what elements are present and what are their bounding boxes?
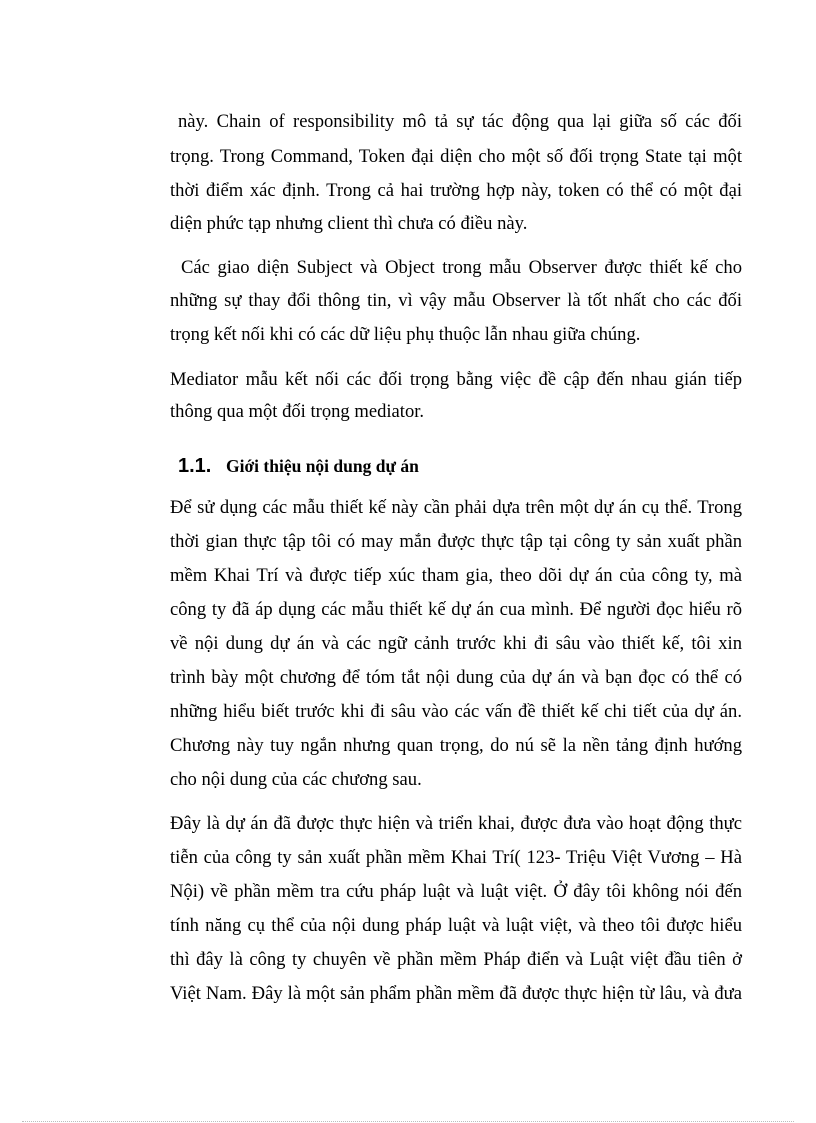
- text-line: tiễn của công ty sản xuất phần mềm Khai Trí( 123- Triệu Việt Vương – Hà: [170, 847, 742, 868]
- text-line: Các giao diện Subject và Object trong mẫu Observer được thiết kế cho: [181, 257, 742, 278]
- text-line: trọng kết nối khi có các dữ liệu phụ thuộc lẫn nhau giữa chúng.: [170, 324, 641, 345]
- text-line: này. Chain of responsibility mô tả sự tác động qua lại giữa số các đối: [178, 111, 742, 132]
- section-title: Giới thiệu nội dung dự án: [226, 456, 419, 476]
- text-line: những sự thay đổi thông tin, vì vậy mẫu Observer là tốt nhất cho các đối: [170, 290, 742, 311]
- text-line: Việt Nam. Đây là một sản phẩm phần mềm đã được thực hiện từ lâu, và đưa: [170, 983, 742, 1004]
- text-line: Để sử dụng các mẫu thiết kế này cần phải dựa trên một dự án cụ thể. Trong: [170, 497, 742, 518]
- section-heading: [178, 452, 419, 480]
- text-line: Nội) về phần mềm tra cứu pháp luật và luật việt. Ở đây tôi không nói đến: [170, 881, 742, 902]
- text-line: Đây là dự án đã được thực hiện và triển khai, được đưa vào hoạt động thực: [170, 813, 742, 834]
- text-line: thời điểm xác định. Trong cả hai trường hợp này, token có thể có một đại: [170, 180, 742, 201]
- page-bottom-divider: [22, 1121, 794, 1122]
- text-line: thời gian thực tập tôi có may mắn được thực tập tại công ty sản xuất phần: [170, 531, 742, 552]
- text-line: Mediator mẫu kết nối các đối trọng bằng việc đề cập đến nhau gián tiếp: [170, 369, 742, 390]
- text-line: diện phức tạp nhưng client thì chưa có điều này.: [170, 213, 528, 234]
- text-line: trọng. Trong Command, Token đại diện cho một số đối trọng State tại một: [170, 146, 742, 167]
- text-line: công ty đã áp dụng các mẫu thiết kế dự án cua mình. Để người đọc hiểu rõ: [170, 599, 742, 620]
- text-line: thông qua một đối trọng mediator.: [170, 401, 425, 422]
- text-line: tính năng cụ thể của nội dung pháp luật và luật việt, và theo tôi được hiểu: [170, 915, 742, 936]
- text-line: trình bày một chương để tóm tắt nội dung của dự án và bạn đọc có thể có: [170, 667, 742, 688]
- section-number: 1.1.: [178, 455, 212, 477]
- text-line: mềm Khai Trí và được tiếp xúc tham gia, theo dõi dự án của công ty, mà: [170, 565, 742, 586]
- text-line: những hiểu biết trước khi đi sâu vào các vấn đề thiết kế chi tiết của dự án.: [170, 701, 742, 722]
- text-line: Chương này tuy ngắn nhưng quan trọng, do nú sẽ la nền tảng định hướng: [170, 735, 742, 756]
- text-line: cho nội dung của các chương sau.: [170, 769, 422, 790]
- text-line: về nội dung dự án và các ngữ cảnh trước khi đi sâu vào thiết kế, tôi xin: [170, 633, 742, 654]
- text-line: thì đây là công ty chuyên về phần mềm Pháp điển và Luật việt đầu tiên ở: [170, 949, 742, 970]
